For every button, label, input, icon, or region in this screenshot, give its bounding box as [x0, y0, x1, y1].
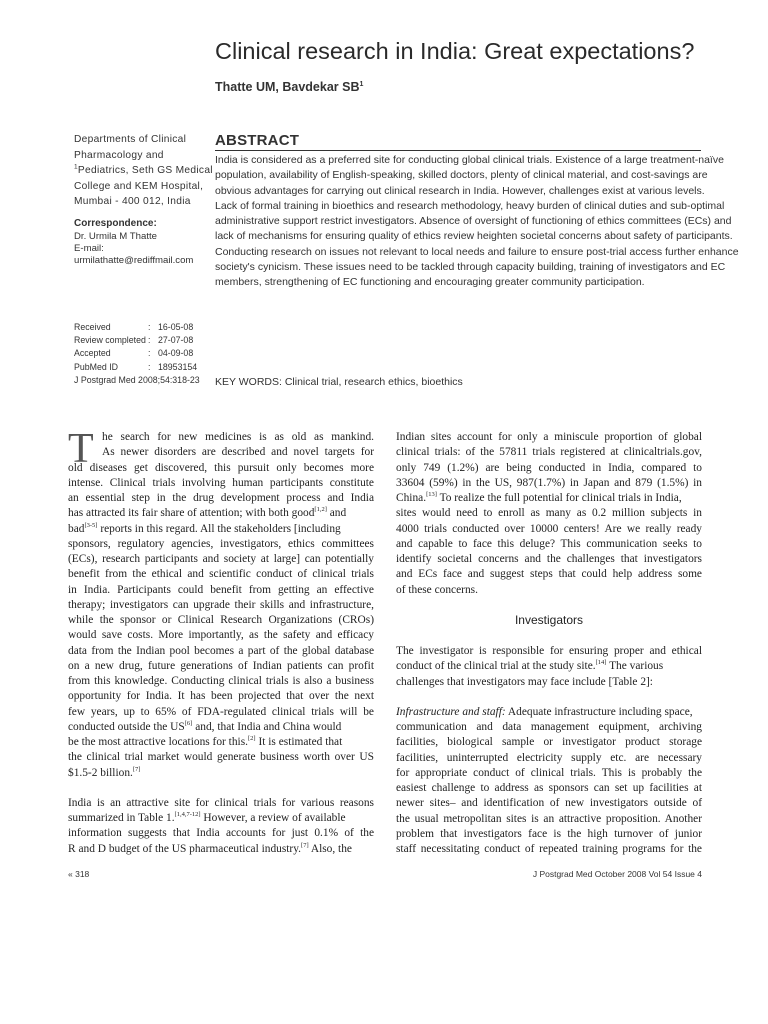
text-line	[68, 522, 374, 537]
text-line	[68, 720, 374, 735]
meta-label: Received	[74, 322, 111, 332]
text-line: on a new drug, future generations of Indian patients can profit	[68, 659, 374, 672]
text-line: 33604 (59%) in the US, 987(1.7%) in Japan and 879 (1.5%) in	[396, 476, 702, 489]
paragraph	[396, 430, 702, 598]
affiliation-line: College and KEM Hospital,	[74, 180, 204, 192]
text-line: while the sponsor or Clinical Research Organizations (CROs)	[68, 614, 374, 626]
text-line: the clinical trial market would generate business worth over US	[68, 751, 374, 764]
text-line	[68, 811, 374, 826]
text-span: Also, the	[310, 842, 352, 855]
text-line	[68, 735, 374, 750]
abstract-line: India is considered as a preferred site for conducting global clinical trials. Existence of a large treatment-naïve	[215, 154, 724, 166]
meta-row-accepted	[74, 347, 200, 360]
text-line	[396, 659, 702, 674]
article-title: Clinical research in India: Great expectations?	[215, 38, 695, 64]
text-line: As newer disorders are described and novel targets for	[102, 446, 374, 459]
text-line: problem that investigators face is the high turnover of junior	[396, 827, 702, 840]
text-line: the usual metropolitan sites is an attractive proposition. Another	[396, 812, 702, 825]
meta-value: 27-07-08	[158, 335, 194, 346]
meta-separator: :	[148, 361, 151, 372]
text-line: therapy; investigators can upgrade their skills and infrastructure,	[68, 598, 374, 611]
text-line: of these concerns.	[396, 583, 478, 596]
text-line: for appropriate conduct of clinical trials. This is probably the	[396, 766, 702, 779]
meta-separator: :	[148, 335, 151, 346]
text-line	[68, 506, 374, 521]
abstract-line: population, availability of English-speaking, skilled doctors, plenty of clinical material, and cost-savings are	[215, 169, 708, 182]
text-span: conducted outside the US	[68, 720, 185, 733]
author-list	[215, 80, 363, 94]
meta-value: 04-09-08	[158, 348, 194, 359]
citation-ref[interactable]: [7]	[132, 765, 141, 773]
text-line	[68, 842, 374, 857]
text-line: and ECs face and suggest steps that could help address some	[396, 568, 702, 581]
text-span: Adequate infrastructure including space,	[507, 705, 693, 718]
text-line	[68, 766, 374, 781]
paragraph	[68, 796, 374, 857]
text-line: staff necessitating conduct of repeated training programs for the	[396, 843, 702, 855]
text-line: sponsors, regulatory agencies, investigators, ethics committees	[68, 537, 374, 550]
text-span: and	[329, 507, 347, 520]
affiliation-block	[74, 132, 214, 267]
text-line: identify societal concerns and the challenges that investigators	[396, 553, 702, 565]
authors-text: Thatte UM, Bavdekar SB	[215, 80, 360, 94]
text-line: easiest challenge to address as sponsors can set up facilities at	[396, 782, 702, 794]
text-line: benefit from the ethical and scientific conduct of clinical trials	[68, 568, 374, 581]
abstract-line: administrative support restrict investigators. Absence of oversight of functioning of ethics committees (ECs) and	[215, 215, 732, 228]
text-line: he search for new medicines is as old as mankind.	[102, 431, 374, 443]
abstract-line: Lack of formal training in bioethics and research methodology, heavy burden of clinical duties and sub-optimal	[215, 199, 725, 212]
text-line: (ECs), research participants and society at large] can potentially	[68, 553, 374, 565]
paragraph	[68, 426, 374, 781]
correspondence-email-label: E-mail:	[74, 243, 104, 254]
text-line: India is an attractive site for clinical trials for various reasons	[68, 796, 374, 809]
text-span: It is estimated that	[258, 736, 343, 748]
text-line: in India. Participants could benefit from getting an effective	[68, 583, 374, 596]
text-span: $1.5-2 billion.	[68, 766, 133, 779]
citation-ref[interactable]: [13]	[426, 491, 437, 499]
journal-footer: J Postgrad Med October 2008 Vol 54 Issue 4	[532, 869, 702, 879]
citation-ref[interactable]: [7]	[301, 841, 309, 849]
meta-row-received	[74, 321, 200, 334]
correspondence-email[interactable]: urmilathatte@rediffmail.com	[74, 255, 194, 266]
citation-ref[interactable]: [1,2]	[314, 506, 327, 514]
text-line: challenges that investigators may face include [Table 2]:	[396, 675, 653, 688]
text-line: Indian sites account for only a miniscule proportion of global	[396, 431, 702, 443]
meta-row-pubmed	[74, 361, 200, 374]
text-line: newer sites– and identification of new investigators outside of	[396, 797, 702, 810]
body-column-left	[68, 426, 374, 872]
text-line: only 749 (1.2%) are being conducted in India, compared to	[396, 461, 702, 474]
text-span: R and D budget of the US pharmaceutical industry.	[68, 842, 302, 855]
text-span: conduct of the clinical trial at the study site.	[396, 660, 596, 673]
text-span: and, that India and China would	[195, 720, 342, 733]
section-heading-investigators: Investigators	[514, 612, 584, 627]
meta-label: Review completed	[74, 335, 146, 346]
affiliation-mark: 1	[74, 163, 78, 171]
text-span: reports in this regard. All the stakeholders [including	[100, 522, 341, 535]
text-span: To realize the full potential for clinical trials in India,	[439, 492, 682, 504]
text-line: intense. Clinical trials involving human participants constitute	[68, 476, 374, 489]
drop-cap: T	[68, 426, 94, 472]
affiliation-line: Departments of Clinical	[74, 134, 187, 145]
meta-row-review	[74, 334, 200, 347]
text-span: has attracted its fair share of attention; with both good	[68, 507, 315, 520]
affiliation-line	[74, 163, 214, 179]
abstract-line: lack of mechanisms for ensuring quality of ethics review heighten societal concerns about safety of participants.	[215, 230, 733, 243]
page-number: « 318	[68, 869, 90, 879]
text-line: facilities, biological sample or investigator product storage	[396, 736, 702, 749]
text-span: However, a review of available	[203, 812, 346, 824]
page-number-text: 318	[75, 869, 90, 879]
text-line: facilities, uninterrupted electricity supply etc. are necessary	[396, 751, 702, 764]
abstract-line: society's cynicism. These issues need to be tackled through capacity building, training of investigators and EC	[215, 261, 726, 274]
abstract-line: obvious advantages for carrying out clinical research in India. However, challenges exist at various levels.	[215, 184, 705, 197]
paragraph	[396, 644, 702, 690]
text-span: be the most attractive locations for this.	[68, 736, 248, 748]
meta-value: 16-05-08	[158, 322, 194, 332]
abstract-divider	[215, 150, 701, 151]
affiliation-line: Pharmacology and	[74, 149, 164, 161]
affiliation-line-text: Pediatrics, Seth GS Medical	[77, 165, 213, 176]
body-column-right	[396, 430, 702, 872]
text-span: bad	[68, 522, 85, 535]
text-line: 4000 trials conducted over 10000 centers! Are we really ready	[396, 522, 702, 535]
text-line	[396, 491, 702, 506]
citation-ref[interactable]: [1,4,7-12]	[174, 811, 201, 819]
text-line: few years, up to 65% of FDA-regulated clinical trials will be	[68, 705, 374, 718]
citation: J Postgrad Med 2008;54:318-23	[74, 374, 200, 385]
text-line: The investigator is responsible for ensuring proper and ethical	[396, 645, 702, 657]
paragraph	[396, 705, 702, 858]
text-line: and capable to face this deluge? This communication seeks to	[396, 537, 702, 550]
abstract-heading: ABSTRACT	[215, 132, 300, 149]
text-line: from this knowledge. Conducting clinical trials is also a business	[68, 675, 374, 687]
meta-label: PubMed ID	[74, 361, 119, 372]
abstract-body	[215, 153, 739, 291]
meta-separator: :	[148, 348, 151, 359]
citation-ref[interactable]: [3-5]	[84, 521, 98, 529]
abstract-line: Conducting research on issues not relevant to local needs and failure to ensure post-trial access further enhance	[215, 245, 739, 258]
affiliation-line: Mumbai - 400 012, India	[74, 196, 191, 207]
meta-value[interactable]: 18953154	[158, 361, 198, 372]
text-line: sites would need to enroll as many as 0.2 million subjects in	[396, 507, 702, 520]
author-affiliation-mark: 1	[359, 80, 364, 88]
article-history	[74, 321, 200, 387]
text-line: old diseases get discovered, this pursuit only becomes more	[68, 461, 374, 474]
meta-label: Accepted	[74, 348, 111, 359]
text-line	[396, 705, 702, 720]
abstract-line: members, strengthening of EC functioning and encouraging greater community participation.	[215, 276, 645, 289]
citation-ref[interactable]: [6]	[184, 719, 193, 727]
meta-separator: :	[148, 322, 151, 332]
text-span: The various	[609, 660, 664, 673]
citation-ref[interactable]: [2]	[248, 735, 256, 743]
text-line: would save costs. More importantly, as the safety and efficacy	[68, 629, 374, 642]
run-in-heading: Infrastructure and staff:	[396, 705, 506, 718]
keywords: KEY WORDS: Clinical trial, research ethics, bioethics	[215, 376, 463, 388]
text-span: China.	[396, 492, 427, 504]
text-span: summarized in Table 1.	[68, 812, 175, 824]
text-line: clinical trials: of the 57811 trials registered at clinicaltrials.gov,	[396, 446, 702, 459]
text-line: data from the Indian pool becomes a part of the global database	[68, 644, 374, 657]
text-line: communication and data management equipment, archiving	[396, 721, 702, 733]
correspondence-name: Dr. Urmila M Thatte	[74, 231, 157, 242]
text-line: an essential step in the drug development process and India	[68, 492, 374, 504]
citation-ref[interactable]: [14]	[595, 659, 607, 667]
text-line: information suggests that India accounts for just 0.1% of the	[68, 827, 374, 840]
text-line: opportunity for India. It has been projected that over the next	[68, 690, 374, 703]
correspondence-heading: Correspondence:	[74, 217, 157, 229]
